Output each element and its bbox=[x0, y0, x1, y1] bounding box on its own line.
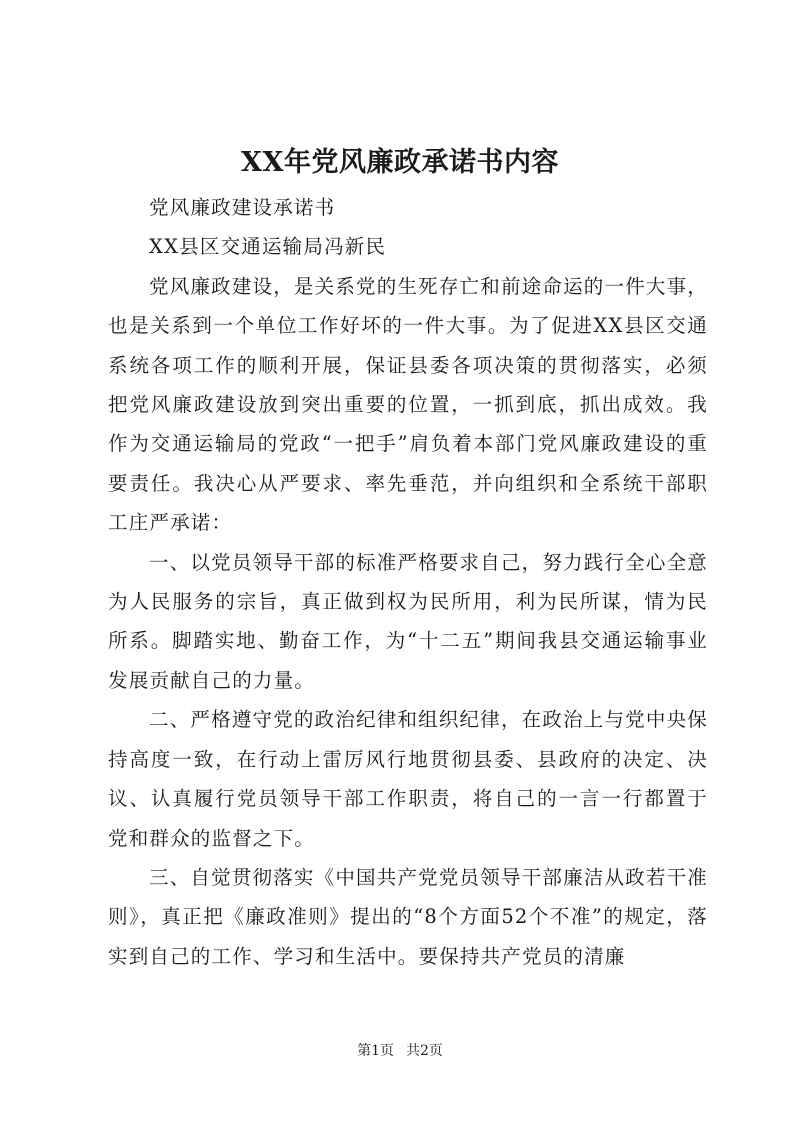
page-number: 第1页 bbox=[357, 1043, 394, 1059]
paragraph-author: XX县区交通运输局冯新民 bbox=[149, 235, 387, 259]
document-body bbox=[108, 188, 708, 976]
page-footer bbox=[0, 1041, 800, 1061]
page-total: 共2页 bbox=[406, 1043, 443, 1059]
paragraph-intro: 党风廉政建设，是关系党的生死存亡和前途命运的一件大事，也是关系到一个单位工作好坏的一件大事。为了促进XX县区交通系统各项工作的顺利开展，保证县委各项决策的贯彻落实，必须把党风廉政建设放到突出重要的位置，一抓到底，抓出成效。我作为交通运输局的党政“一把手”肩负着本部门党风廉政建设的重要责任。我决心从严要求、率先垂范，并向组织和全系统干部职工庄严承诺： bbox=[108, 274, 708, 535]
paragraph-item-2: 二、严格遵守党的政治纪律和组织纪律，在政治上与党中央保持高度一致，在行动上雷厉风行地贯彻县委、县政府的决定、决议、认真履行党员领导干部工作职责，将自己的一言一行都置于党和群众的监督之下。 bbox=[108, 708, 708, 850]
document-title: XX年党风廉政承诺书内容 bbox=[241, 147, 559, 178]
paragraph-item-3: 三、自觉贯彻落实《中国共产党党员领导干部廉洁从政若干准则》，真正把《廉政准则》提出的“8个方面52个不准”的规定，落实到自己的工作、学习和生活中。要保持共产党员的清廉 bbox=[108, 865, 708, 968]
paragraph-heading: 党风廉政建设承诺书 bbox=[149, 196, 336, 219]
paragraph-item-1: 一、以党员领导干部的标准严格要求自己，努力践行全心全意为人民服务的宗旨，真正做到权为民所用，利为民所谋，情为民所系。脚踏实地、勤奋工作，为“十二五”期间我县交通运输事业发展贡献自己的力量。 bbox=[108, 550, 708, 692]
